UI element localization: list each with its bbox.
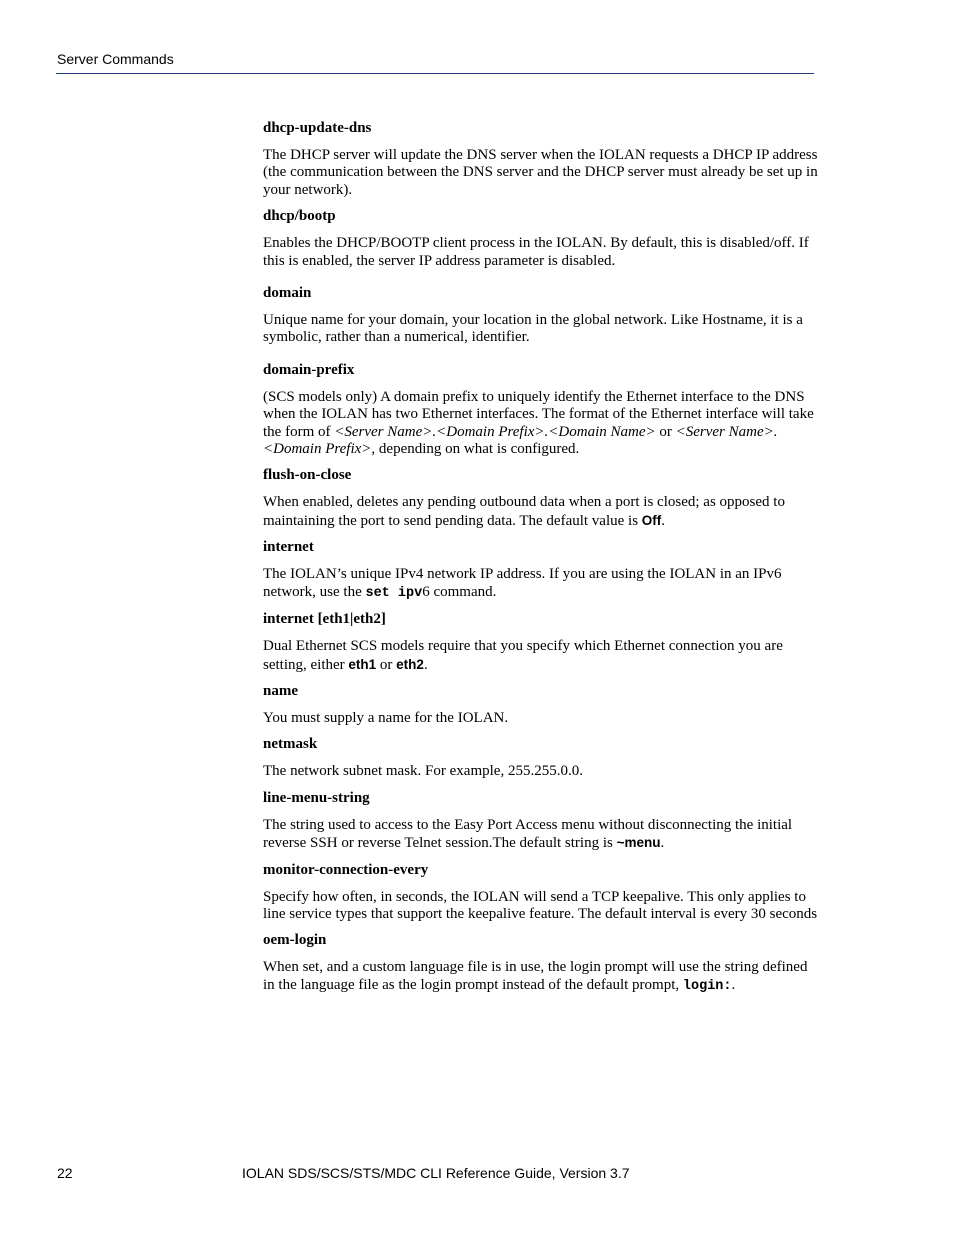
header-rule	[56, 73, 814, 74]
desc-dhcp-bootp: Enables the DHCP/BOOTP client process in the IOLAN. By default, this is disabled/off. If this is enabled, the server IP address parameter is disabled.	[263, 235, 809, 269]
term-netmask: netmask	[263, 736, 318, 753]
running-header: Server Commands	[57, 51, 174, 67]
term-flush-on-close: flush-on-close	[263, 467, 352, 484]
desc-text: The string used to access to the Easy Port Access menu without disconnecting the initial reverse SSH or reverse Telnet session.The default string is	[263, 816, 793, 852]
desc-text: , depending on what is configured.	[371, 441, 580, 458]
prompt-login: login:	[682, 978, 732, 994]
document-title: IOLAN SDS/SCS/STS/MDC CLI Reference Guide, Version 3.7	[242, 1165, 630, 1181]
term-internet-eth: internet [eth1|eth2]	[263, 611, 386, 628]
command-set-ipv: set ipv	[365, 585, 423, 601]
term-internet: internet	[263, 539, 314, 556]
term-domain-prefix: domain-prefix	[263, 361, 355, 378]
desc-dhcp-update-dns: The DHCP server will update the DNS server when the IOLAN requests a DHCP IP address (the communication between the DNS server and the DHCP server must already be set up in your network).	[263, 147, 818, 198]
term-name: name	[263, 682, 298, 699]
default-value-off: Off	[641, 512, 662, 528]
desc-netmask: The network subnet mask. For example, 255.255.0.0.	[263, 763, 583, 780]
desc-monitor-connection-every: Specify how often, in seconds, the IOLAN will send a TCP keepalive. This only applies to line service types that support the keepalive feature. The default interval is every 30 seconds	[263, 888, 818, 922]
term-monitor-connection-every: monitor-connection-every	[263, 861, 429, 878]
desc-internet-eth	[263, 638, 818, 674]
desc-oem-login	[263, 959, 818, 995]
desc-text: or	[376, 656, 397, 673]
desc-text: .	[423, 656, 428, 673]
desc-text: or	[655, 423, 676, 440]
format-server-domain-prefix-name: <Server Name>.<Domain Prefix>.<Domain Name>	[334, 423, 656, 440]
desc-text: (SCS models only) A domain prefix to uniquely identify the Ethernet interface to the DNS when the IOLAN has two Ethernet interfaces. The format of the Ethernet interface will take the form of	[263, 388, 814, 440]
desc-line-menu-string	[263, 817, 818, 853]
term-domain: domain	[263, 285, 312, 302]
desc-text: .	[731, 976, 736, 993]
term-oem-login: oem-login	[263, 932, 327, 949]
term-dhcp-bootp: dhcp/bootp	[263, 208, 336, 225]
term-dhcp-update-dns: dhcp-update-dns	[263, 120, 372, 136]
desc-text: 6 command.	[422, 583, 497, 600]
desc-text: Dual Ethernet SCS models require that you specify which Ethernet connection you are setting, either	[263, 638, 783, 673]
definition-list	[263, 120, 818, 1004]
default-string-menu: ~menu	[616, 835, 661, 851]
desc-domain: Unique name for your domain, your location in the global network. Like Hostname, it is a symbolic, rather than a numerical, identifier.	[263, 312, 803, 346]
desc-text: .	[661, 512, 666, 529]
desc-flush-on-close	[263, 494, 818, 530]
desc-text: .	[660, 835, 665, 852]
option-eth1: eth1	[348, 656, 377, 672]
term-line-menu-string: line-menu-string	[263, 789, 370, 806]
desc-text: The IOLAN’s unique IPv4 network IP address. If you are using the IOLAN in an IPv6 network, use the	[263, 566, 782, 600]
option-eth2: eth2	[396, 656, 424, 672]
desc-name: You must supply a name for the IOLAN.	[263, 709, 509, 726]
desc-text: When set, and a custom language file is in use, the login prompt will use the string defined in the language file as the login prompt instead of the default prompt,	[263, 959, 808, 993]
page-number: 22	[57, 1165, 73, 1181]
desc-domain-prefix	[263, 389, 818, 459]
desc-text: When enabled, deletes any pending outbound data when a port is closed; as opposed to maintaining the port to send pending data. The default value is	[263, 494, 785, 529]
format-server-domain-prefix: <Server Name>.<Domain Prefix>	[263, 423, 778, 458]
desc-internet	[263, 566, 818, 602]
